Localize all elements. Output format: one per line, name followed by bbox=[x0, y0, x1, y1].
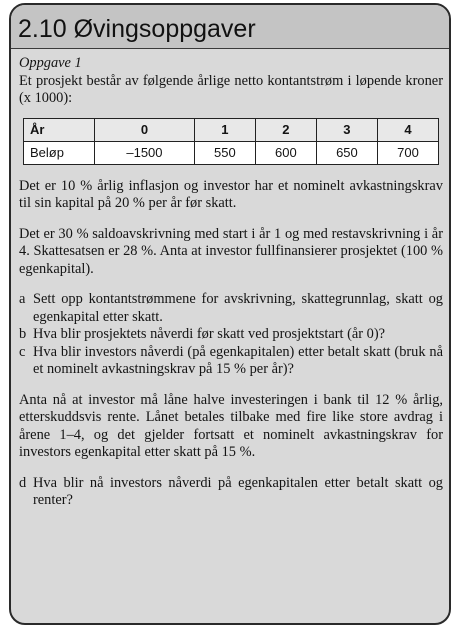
section-title: 2.10 Øvingsoppgaver bbox=[11, 5, 449, 49]
header-cell: År bbox=[24, 118, 95, 141]
header-cell: 2 bbox=[255, 118, 316, 141]
question-text: Hva blir investors nåverdi (på egenkapitalen) etter betalt skatt (bruk nå et nominelt avkastningskrav på 15 % per år)? bbox=[33, 343, 443, 377]
exercise-card bbox=[9, 3, 451, 625]
inflation-paragraph: Det er 10 % årlig inflasjon og investor har et nominelt avkastningskrav til sin kapital på 20 % per år før skatt. bbox=[19, 177, 443, 211]
question-text: Hva blir nå investors nåverdi på egenkapitalen etter betalt skatt og renter? bbox=[33, 474, 443, 508]
header-cell: 3 bbox=[316, 118, 377, 141]
header-cell: 0 bbox=[95, 118, 195, 141]
question-label: b bbox=[19, 326, 27, 342]
loan-paragraph: Anta nå at investor må låne halve investeringen i bank til 12 % årlig, etterskuddsvis rente. Lånet betales tilbake med fire like store avdrag i årene 1–4, og det gjelder fortsatt et nominelt avkastningskrav for investors egenkapital etter skatt på 15 %. bbox=[19, 391, 443, 460]
question-item-a bbox=[19, 291, 443, 326]
intro-text: Et prosjekt består av følgende årlige netto kontantstrøm i løpende kroner (x 1000): bbox=[19, 72, 443, 106]
table-cell: 650 bbox=[316, 141, 377, 164]
question-item-c bbox=[19, 344, 443, 379]
depreciation-paragraph: Det er 30 % saldoavskrivning med start i år 1 og med restavskrivning i år 4. Skattesatsen er 28 %. Anta at investor fullfinansierer prosjektet (100 % egenkapital). bbox=[19, 225, 443, 277]
table-header-row bbox=[24, 118, 439, 141]
cashflow-table bbox=[23, 118, 439, 165]
table-cell: 700 bbox=[377, 141, 438, 164]
table-row bbox=[24, 141, 439, 164]
table-cell: 600 bbox=[255, 141, 316, 164]
exercise-content bbox=[19, 55, 443, 510]
table-cell: –1500 bbox=[95, 141, 195, 164]
table-cell: Beløp bbox=[24, 141, 95, 164]
question-label: c bbox=[19, 343, 26, 360]
question-text: Hva blir prosjektets nåverdi før skatt ved prosjektstart (år 0)? bbox=[33, 326, 386, 342]
question-list bbox=[19, 291, 443, 379]
header-cell: 1 bbox=[194, 118, 255, 141]
table-cell: 550 bbox=[194, 141, 255, 164]
question-label: d bbox=[19, 474, 27, 491]
header-cell: 4 bbox=[377, 118, 438, 141]
exercise-subtitle: Oppgave 1 bbox=[19, 55, 82, 71]
question-label: a bbox=[19, 291, 26, 307]
question-text: Sett opp kontantstrømmene for avskrivning, skattegrunnlag, skatt og egenkapital etter skatt. bbox=[33, 291, 443, 325]
question-item-d bbox=[19, 475, 443, 510]
question-item-b bbox=[19, 326, 443, 344]
